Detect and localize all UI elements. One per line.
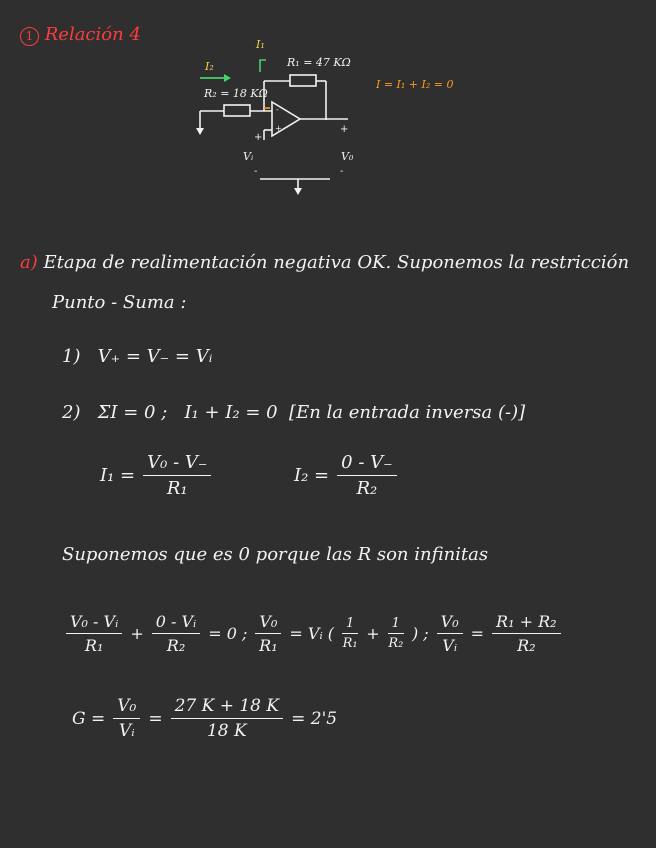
i2-formula-lhs: I₂ = — [294, 465, 330, 486]
i2-numerator: 0 - V₋ — [337, 452, 396, 476]
ground-arrow-left — [196, 128, 204, 135]
frac-e — [388, 616, 404, 651]
vi-label: Vᵢ — [243, 150, 254, 163]
derivation-row — [66, 612, 561, 655]
i1-numerator: V₀ - V₋ — [143, 452, 211, 476]
item-2-sum: ΣI = 0 ; — [97, 402, 168, 423]
i1-formula — [100, 452, 211, 499]
frac-f — [437, 612, 463, 655]
gain-frac-1 — [113, 696, 140, 741]
vi-plus: + — [254, 132, 263, 143]
vi-factor: = Vᵢ ( — [289, 624, 334, 643]
op-amp-minus: - — [276, 105, 279, 114]
i1-label: I₁ — [256, 38, 265, 51]
frac-d — [342, 616, 358, 651]
i1-denominator: R₁ — [166, 478, 188, 499]
frac-a-num: V₀ - Vᵢ — [66, 612, 122, 634]
gain-row — [72, 696, 337, 741]
vo-minus: - — [340, 166, 344, 177]
r1-label: R₁ = 47 KΩ — [287, 56, 351, 69]
frac-b — [152, 612, 201, 655]
equals-sign: = — [470, 624, 485, 643]
gain-equals: = — [148, 708, 163, 729]
section-a-intro-line2: Punto - Suma : — [52, 292, 187, 313]
gain-result: = 2'5 — [291, 708, 338, 729]
frac-f-den: Vᵢ — [442, 636, 458, 655]
item-1-number: 1) — [62, 346, 81, 367]
vi-minus: - — [254, 166, 258, 177]
frac-b-num: 0 - Vᵢ — [152, 612, 201, 634]
frac-e-num: 1 — [388, 616, 404, 634]
frac-g-num: R₁ + R₂ — [492, 612, 561, 634]
i2-arrowhead — [224, 74, 231, 82]
frac-c-den: R₁ — [259, 636, 278, 655]
item-2-equation: I₁ + I₂ = 0 — [184, 402, 278, 423]
i1-arrow — [260, 60, 266, 72]
frac-f-num: V₀ — [437, 612, 463, 634]
i1-fraction — [143, 452, 211, 499]
frac-e-den: R₂ — [388, 636, 404, 651]
i2-denominator: R₂ — [356, 478, 378, 499]
item-1 — [62, 346, 212, 367]
i2-fraction — [337, 452, 396, 499]
i1-formula-lhs: I₁ = — [100, 465, 136, 486]
frac-b-den: R₂ — [166, 636, 186, 655]
gain-frac-2-num: 27 K + 18 K — [171, 696, 284, 719]
frac-c — [255, 612, 281, 655]
plus-sign-2: + — [366, 624, 380, 643]
gain-lhs: G = — [72, 708, 106, 729]
frac-a — [66, 612, 122, 655]
item-2-note: [En la entrada inversa (-)] — [289, 402, 526, 423]
section-a-intro-line1 — [20, 252, 629, 273]
gain-frac-1-den: Vᵢ — [118, 721, 135, 741]
equals-zero: = 0 ; — [208, 624, 248, 643]
page-title — [20, 24, 141, 46]
vo-plus: + — [340, 124, 349, 135]
item-2-number: 2) — [62, 402, 81, 423]
suppose-text: Suponemos que es 0 porque las R son infinitas — [62, 544, 489, 565]
item-1-equation: V₊ = V₋ = Vᵢ — [97, 346, 213, 367]
vo-label: V₀ — [341, 150, 354, 163]
section-a-marker: a) — [20, 252, 38, 273]
resistor-r1 — [290, 75, 316, 86]
item-2 — [62, 402, 525, 423]
r2-label: R₂ = 18 KΩ — [204, 87, 268, 100]
title-text: Relación 4 — [44, 24, 141, 45]
title-number-circle: 1 — [20, 27, 39, 46]
current-equation: I = I₁ + I₂ = 0 — [376, 78, 454, 91]
gain-frac-1-num: V₀ — [113, 696, 140, 719]
ground-arrow-bottom — [294, 188, 302, 195]
frac-d-num: 1 — [342, 616, 358, 634]
frac-a-den: R₁ — [84, 636, 104, 655]
gain-frac-2 — [171, 696, 284, 741]
resistor-r2 — [224, 105, 250, 116]
plus-sign: + — [130, 624, 144, 643]
frac-g-den: R₂ — [517, 636, 536, 655]
i2-formula — [294, 452, 397, 499]
frac-d-den: R₁ — [342, 636, 358, 651]
close-paren: ) ; — [411, 624, 429, 643]
gain-frac-2-den: 18 K — [206, 721, 247, 741]
frac-g — [492, 612, 561, 655]
frac-c-num: V₀ — [255, 612, 281, 634]
i2-label: I₂ — [205, 60, 214, 73]
op-amp-plus: + — [275, 124, 282, 133]
intro-line1-text: Etapa de realimentación negativa OK. Suponemos la restricción — [43, 252, 630, 273]
